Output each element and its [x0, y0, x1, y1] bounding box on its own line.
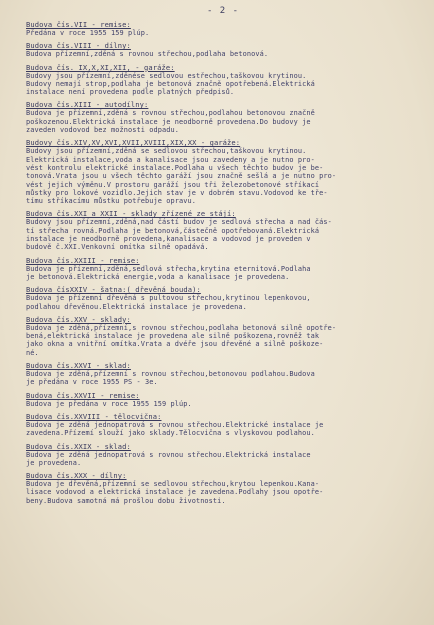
section-heading: Budova čís.XXVIII - tělocvična:: [26, 411, 162, 421]
section-body: Budova je zděná jednopatrová s rovnou střechou.Elektrická instalace je provedena.: [26, 450, 311, 467]
section-heading: Budovy čís.XIV,XV,XVI,XVII,XVIII,XIX,XX - garáže:: [26, 138, 241, 148]
building-section: [26, 285, 420, 311]
section-heading: Budova čís.XIII - autodílny:: [26, 100, 149, 110]
section-body: Budova je přízemní,zděná,sedlová střecha,krytina eternitová.Podlaha je betonová.Elektrická energie,voda a kanalisace je provedena.: [26, 264, 311, 281]
building-section: [26, 471, 420, 505]
section-heading: Budova čís.VII - remise:: [26, 20, 131, 29]
section-heading: Budova čís.XXIX - sklad:: [26, 441, 131, 451]
sections-container: [26, 20, 420, 505]
building-section: [26, 442, 420, 468]
building-section: [26, 256, 420, 282]
section-body: Budova je zděná,přízemní,s rovnou střechou,podlaha betonová silně opotře- bená,elektrická instalace je provedena ale silně poškozena,rovněž tak jako okna a vnitřní omítka.Vrata a dvéře jsou dřevěné a silně poškoze- né.: [26, 323, 337, 357]
section-body: Předána v roce 1955 159 plúp.: [26, 29, 150, 37]
section-heading: Budova čís.XXV - sklady:: [26, 314, 131, 324]
building-section: [26, 391, 420, 408]
section-heading: Budova čís.XXX - dílny:: [26, 471, 127, 481]
section-heading: Budova čís.VIII - dílny:: [26, 41, 131, 51]
building-section: [26, 138, 420, 205]
section-heading: Budova čís.XXIII - remise:: [26, 255, 140, 265]
section-body: Budova přízemní,zděná s rovnou střechou,podlaha betonová.: [26, 50, 269, 59]
section-body: Budova je přízemní dřevěná s pultovou střechou,krytinou lepenkovou, podlahou dřevěnou.Elektrická instalace je provedena.: [26, 294, 311, 311]
building-section: [26, 361, 420, 387]
page-number: - 2 -: [206, 6, 240, 16]
building-section: [26, 209, 420, 251]
section-body: Budova je zděná jednopatrová s rovnou střechou.Elektrické instalace je zavedena.Přízemí slouží jako sklady.Tělocvična s vlyskovou podlahou.: [26, 420, 324, 438]
section-heading: Budova čísXXIV - šatna:( dřevěná bouda):: [26, 285, 201, 295]
section-body: Budovy jsou přízemní,zděná se sedlovou střechou,taškovou krytinou. Elektrická instalace,voda a kanalisace jsou zavedeny a je nutno pro- vést kontrolu elektrické instalace.Podlaha u všech těchto budov je be- tonová.Vrata jsou u všech těchto garáží jsou značně sešlá a je nutno pro- vést jejich výměnu.V prostoru garáží jsou tři železobetonové stříkací můstky pro lokové vozidlo.Jejich stav je v dobrém stavu.Vodovod ke tře- tímu stříkacímu můstku potřebuje opravu.: [26, 147, 337, 206]
section-body: Budova je zděná,přízemní s rovnou střechou,betonovou podlahou.Budova je předána v roce 1955 PS - 3e.: [26, 370, 315, 387]
section-body: Budovy jsou přízemní,zděnése sedlovou estřechou,taškovou krytinou. Budovy nemají strop,podlaha je betonová značně opotřebená.Elektrická instalace není provedena podle platných předpisů.: [26, 71, 315, 97]
building-section: [26, 412, 420, 438]
building-section: [26, 100, 420, 134]
section-heading: Budova čís.XXVII - remise:: [26, 390, 140, 400]
section-body: Budova je dřevěná,přízemní se sedlovou střechou,krytou lepenkou.Kana- lisace vodovod a elektrická instalace je zavedena.Podlahy jsou opotře- beny.Budova samotná má prošlou dobu životnosti.: [26, 480, 324, 505]
section-heading: Budova čís. IX,X,XI,XII, - garáže:: [26, 62, 175, 72]
building-section: [26, 41, 420, 58]
section-heading: Budova čís.XXVI - sklad:: [26, 361, 131, 371]
section-body: Budova je přízemní,zděná s rovnou střechou,podlahou betonovou značně poškozenou.Elektrická instalace je neodborně provedena.Do budovy je zaveden vodovod bez možnosti odpadu.: [26, 109, 315, 135]
building-section: [26, 63, 420, 97]
section-body: Budovy jsou přízemní,zděná,nad částí budov je sedlová střecha a nad čás- tí střecha rovná.Podlaha je betonová,částečně opotřebovaná.Elektrická instalace je neodborně provedena,kanalisace a vodovod je proveden v budově č.XXI.Venkovní omítka silně opadává.: [26, 218, 332, 252]
section-heading: Budova čís.XXI a XXII - sklady zřízené ze stájí:: [26, 209, 236, 219]
building-section: [26, 20, 420, 37]
building-section: [26, 315, 420, 357]
section-body: Budova je předána v roce 1955 159 plúp.: [26, 399, 192, 408]
